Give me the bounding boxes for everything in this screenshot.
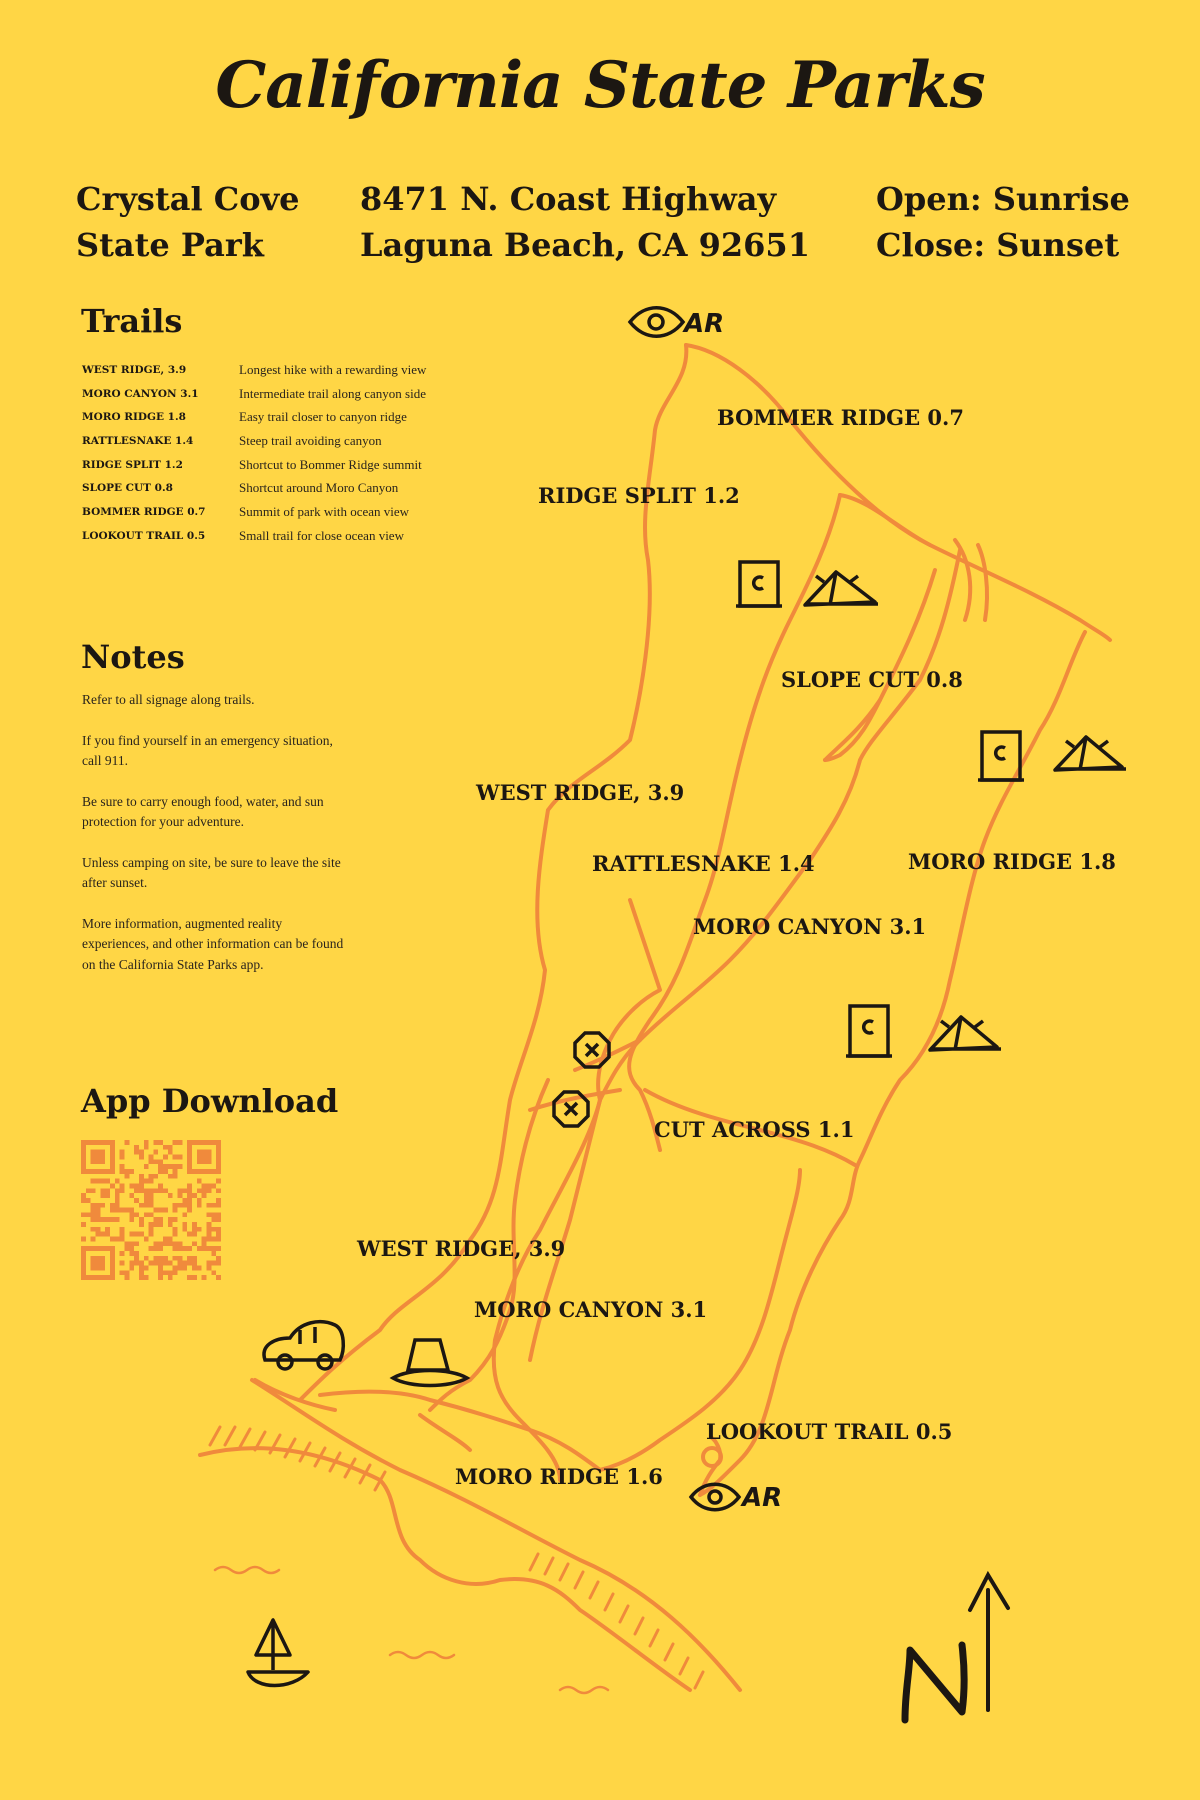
- trail-row: [82, 429, 522, 453]
- hours-open: Open: Sunrise: [876, 180, 1130, 218]
- coastline: [252, 1380, 740, 1690]
- trail-row: [82, 524, 522, 548]
- trail-row: [82, 476, 522, 500]
- trail-description: Longest hike with a rewarding view: [239, 361, 427, 377]
- trail-description: Shortcut to Bommer Ridge summit: [239, 456, 422, 472]
- trail-name: WEST RIDGE, 3.9: [82, 363, 187, 376]
- map-labels: [356, 405, 1116, 1489]
- restroom-icon: [846, 1006, 892, 1056]
- map-label-moro-ridge-lower: MORO RIDGE 1.6: [455, 1464, 663, 1489]
- sailboat-icon: [248, 1620, 308, 1686]
- trail-row: [82, 358, 522, 382]
- note-paragraph: More information, augmented reality experiences, and other information can be found on the California State Parks app.: [82, 915, 344, 972]
- trail-path-bommer-ridge: [840, 495, 930, 545]
- park-name: [76, 176, 300, 268]
- trail-name: RIDGE SPLIT 1.2: [82, 458, 183, 471]
- tent-icon: [930, 1017, 1001, 1050]
- note-paragraph: Be sure to carry enough food, water, and sun protection for your adventure.: [82, 793, 324, 829]
- north-label: N: [0, 0, 1, 1]
- trail-description: Summit of park with ocean view: [239, 503, 410, 519]
- trail-name: MORO CANYON 3.1: [82, 387, 199, 400]
- map-label-west-ridge-upper: WEST RIDGE, 3.9: [476, 780, 685, 805]
- trail-row: [82, 382, 522, 406]
- ar-label: AR: [742, 1483, 783, 1513]
- note-paragraph: Refer to all signage along trails.: [82, 692, 255, 707]
- trail-description: Shortcut around Moro Canyon: [239, 480, 399, 496]
- trail-name: SLOPE CUT 0.8: [82, 482, 173, 495]
- trail-description: Easy trail closer to canyon ridge: [239, 409, 407, 425]
- trail-description: Intermediate trail along canyon side: [239, 385, 426, 401]
- trail-row: [82, 500, 522, 524]
- trail-row: [82, 405, 522, 429]
- ar-label: AR: [684, 309, 725, 339]
- notes-title: Notes: [81, 638, 185, 676]
- brand-title: California State Parks: [215, 48, 985, 123]
- map-label-slope-cut: SLOPE CUT 0.8: [781, 667, 963, 692]
- tent-icon: [1055, 737, 1126, 770]
- app-download-title: App Download: [81, 1082, 339, 1120]
- park-name-line2: State Park: [76, 226, 264, 264]
- trail-path-north-outline: [686, 345, 1110, 640]
- restroom-icon: [736, 562, 782, 606]
- map-label-lookout-trail: LOOKOUT TRAIL 0.5: [706, 1419, 953, 1444]
- trail-name: BOMMER RIDGE 0.7: [82, 505, 206, 518]
- trail-path-ridge-split: [629, 495, 840, 1150]
- trail-name: LOOKOUT TRAIL 0.5: [82, 529, 206, 542]
- trail-row: [82, 453, 522, 477]
- note-paragraph: Unless camping on site, be sure to leave the site after sunset.: [82, 854, 341, 890]
- park-address: [360, 176, 810, 268]
- park-hours: [876, 176, 1130, 268]
- ar-eye-icon: [630, 308, 724, 339]
- trail-path-east-ridge: [700, 632, 1085, 1495]
- map-label-ridge-split: RIDGE SPLIT 1.2: [538, 483, 740, 508]
- map-label-west-ridge-lower: WEST RIDGE, 3.9: [357, 1236, 566, 1261]
- note-paragraph: If you find yourself in an emergency situation, call 911.: [82, 732, 333, 768]
- address-line1: 8471 N. Coast Highway: [360, 180, 777, 218]
- trails-title: Trails: [81, 302, 183, 340]
- map-label-moro-ridge-upper: MORO RIDGE 1.8: [908, 849, 1116, 874]
- map-label-moro-canyon-upper: MORO CANYON 3.1: [693, 914, 927, 939]
- trail-description: Steep trail avoiding canyon: [239, 432, 382, 448]
- address-line2: Laguna Beach, CA 92651: [360, 226, 810, 264]
- trail-description: Small trail for close ocean view: [239, 527, 404, 543]
- car-icon: [264, 1322, 343, 1369]
- map-label-moro-canyon-lower: MORO CANYON 3.1: [474, 1297, 708, 1322]
- notes-body: [82, 690, 352, 995]
- ar-eye-icon: [691, 1483, 782, 1513]
- app-qr-code[interactable]: [81, 1140, 221, 1280]
- trails-list: [82, 358, 522, 548]
- park-name-line1: Crystal Cove: [76, 180, 300, 218]
- map-label-rattlesnake: RATTLESNAKE 1.4: [592, 851, 815, 876]
- map-label-bommer-ridge: BOMMER RIDGE 0.7: [717, 405, 964, 430]
- tent-icon: [805, 572, 878, 605]
- hours-close: Close: Sunset: [876, 226, 1120, 264]
- ranger-hat-icon: [393, 1340, 467, 1386]
- trail-name: MORO RIDGE 1.8: [82, 411, 186, 424]
- trail-name: RATTLESNAKE 1.4: [82, 434, 194, 447]
- map-label-cut-across: CUT ACROSS 1.1: [654, 1117, 855, 1142]
